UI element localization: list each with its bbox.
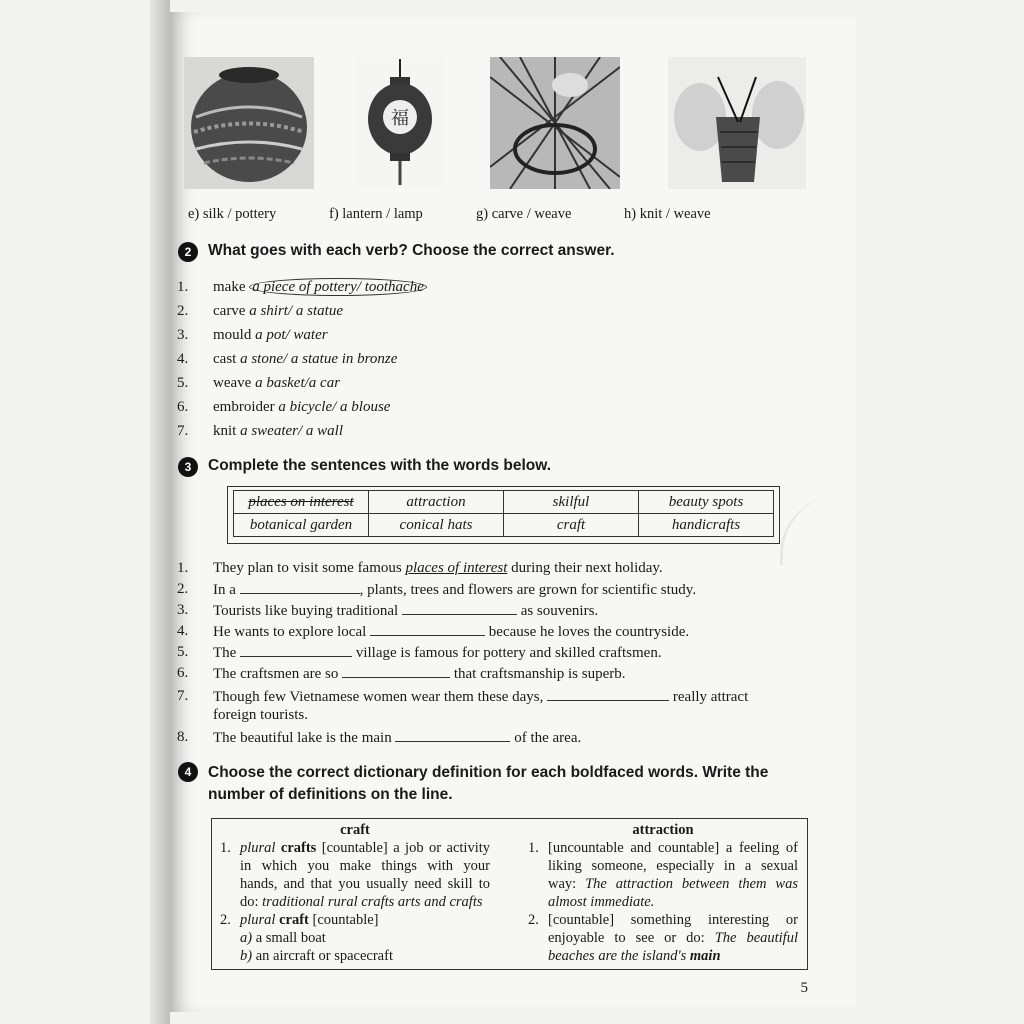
definition-text: [countable] something interesting or enjoyable to see or do: [548,912,798,946]
sentence-text: because he loves the countryside. [488,624,690,640]
item-number: 6. [177,665,189,681]
example-text: The attraction between them was almost immediate. [548,876,798,910]
answer-blank[interactable] [240,581,360,594]
answer-options[interactable]: a sweater/ a wall [240,423,344,439]
item-number: 7. [177,688,189,704]
section-2-heading [178,242,615,262]
definition-number: 2. [220,912,231,928]
definition-text: a small boat [252,930,326,946]
sentence-text: , plants, trees and flowers are grown for scientific study. [359,582,697,598]
grammar-label: plural [240,840,276,856]
example-text: The beautiful beaches are the island's [548,930,798,964]
section-2-title: What goes with each verb? Choose the correct answer. [208,242,615,259]
caption-h: h) knit / weave [624,206,711,222]
item-number: 5. [177,375,189,391]
definition-text: an aircraft or spacecraft [252,948,393,964]
section-3-title: Complete the sentences with the words below. [208,457,552,474]
sentence-text: Though few Vietnamese women wear them these days, [213,689,544,705]
answer-options[interactable]: a stone/ a statue in bronze [240,351,398,367]
caption-f: f) lantern / lamp [329,206,423,222]
example-answer: places of interest [405,560,508,576]
word-cell: skilful [504,491,639,514]
item-number: 4. [177,623,189,639]
definition-2 [528,911,798,965]
section-4-title-line-2: number of definitions on the line. [208,786,453,803]
definition-1 [220,839,490,911]
sentence-text: foreign tourists. [213,707,308,723]
item-number: 6. [177,399,189,415]
caption-g: g) carve / weave [476,206,572,222]
definition-number: 2. [528,912,539,928]
answer-options[interactable]: a bicycle/ a blouse [278,399,391,415]
inflected-form: crafts [280,840,317,856]
section-number-badge: 2 [178,242,198,262]
bold-example-word: main [689,948,721,964]
item-number: 8. [177,729,189,745]
entry-attraction [528,821,798,965]
definition-text: [countable] a job or activity in which you make things with your hands, and that you usually need skill to do: [240,840,490,910]
definition-text: [uncountable and countable] a feeling of liking someone, especially in a sexual way: [548,840,798,892]
sub-label: b) [240,948,253,964]
word-cell: botanical garden [234,514,369,537]
word-cell: attraction [369,491,504,514]
sentence-text: The beautiful lake is the main [213,730,392,746]
sentence-text: He wants to explore local [213,624,367,640]
verb: knit [213,423,237,439]
section-number-badge: 3 [178,457,198,477]
page-number: 5 [800,980,808,996]
verb: cast [213,351,237,367]
item-number: 5. [177,644,189,660]
page-gutter-shadow [150,0,170,1024]
item-number: 2. [177,581,189,597]
sentence-text: during their next holiday. [507,560,663,576]
verb: weave [213,375,252,391]
answer-options[interactable]: a pot/ water [255,327,328,343]
answer-blank[interactable] [395,729,510,742]
dictionary-box [211,818,808,970]
answer-blank[interactable] [240,644,352,657]
sentence-text: Tourists like buying traditional [213,603,399,619]
section-3-heading [178,457,551,477]
definition-text: [countable] [308,912,379,928]
fortune-character: 福 [391,108,409,129]
sentence-text: They plan to visit some famous [213,560,406,576]
sentence-text: that craftsmanship is superb. [453,666,626,682]
lantern-image [355,57,445,189]
word-cell: places on interest [234,491,369,514]
answer-options[interactable]: a basket/a car [255,375,341,391]
verb: mould [213,327,252,343]
headword: craft [340,822,370,838]
section-number-badge: 4 [178,762,198,782]
item-number: 1. [177,279,189,295]
example-text: traditional rural crafts arts and crafts [262,894,483,910]
item-number: 1. [177,560,189,576]
section-4-title-line-1: Choose the correct dictionary definition for each boldfaced words. Write the [208,764,769,781]
sentence-text: village is famous for pottery and skilled craftsmen. [355,645,662,661]
verb: make [213,279,246,295]
item-number: 3. [177,602,189,618]
headword: attraction [632,822,694,838]
answer-blank[interactable] [547,688,669,701]
definition-number: 1. [220,840,231,856]
grammar-label: plural [240,912,276,928]
verb: embroider [213,399,275,415]
caption-e: e) silk / pottery [188,206,277,222]
item-number: 3. [177,327,189,343]
answer-options[interactable]: a shirt/ a statue [249,303,343,319]
pottery-vase-image [184,57,314,189]
section-4-heading [178,762,808,806]
definition-1 [528,839,798,911]
sentence-text: The [213,645,237,661]
word-box [233,490,774,537]
inflected-form: craft [279,912,309,928]
definition-2 [220,911,490,965]
sentence-text: as souvenirs. [520,603,599,619]
verb: carve [213,303,246,319]
item-number: 2. [177,303,189,319]
sentence-text: The craftsmen are so [213,666,339,682]
answer-blank[interactable] [342,665,450,678]
sentence-text: In a [213,582,236,598]
word-cell: beauty spots [639,491,774,514]
sub-label: a) [240,930,253,946]
word-cell: craft [504,514,639,537]
sentence-text: really attract [672,689,749,705]
entry-craft [220,821,490,965]
definition-number: 1. [528,840,539,856]
answer-options[interactable]: a piece of pottery/ toothache [249,278,427,296]
weaving-basket-image [490,57,620,189]
item-number: 4. [177,351,189,367]
answer-blank[interactable] [370,623,485,636]
answer-blank[interactable] [402,602,517,615]
word-cell: handicrafts [639,514,774,537]
knitting-hands-image [668,57,806,189]
sentence-text: of the area. [514,730,582,746]
word-cell: conical hats [369,514,504,537]
item-number: 7. [177,423,189,439]
